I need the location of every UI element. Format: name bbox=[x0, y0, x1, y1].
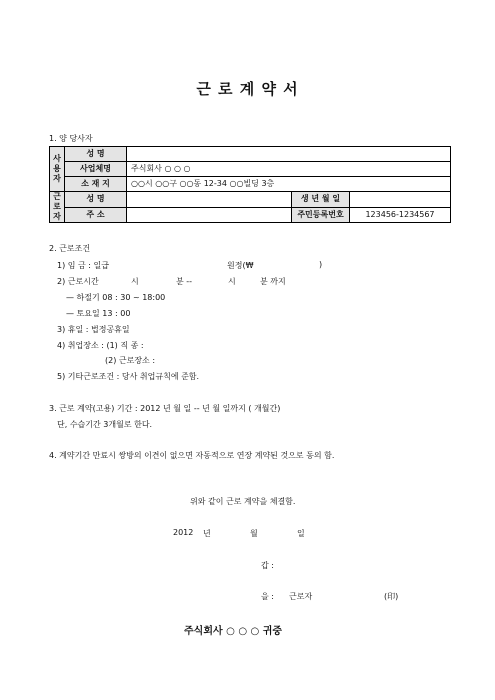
section-2-heading: 2. 근로조건 bbox=[49, 244, 91, 253]
month-unit: 월 bbox=[250, 529, 258, 538]
resident-number-field[interactable]: 123456-1234567 bbox=[350, 207, 451, 223]
wage-label: 1) 임 금 : 일급 bbox=[57, 261, 109, 270]
employee-address-label: 주 소 bbox=[65, 207, 127, 223]
workplace-job-type: 4) 취업장소 : (1) 직 종 : bbox=[57, 341, 144, 350]
employer-group-label: 사 용 자 bbox=[50, 147, 65, 192]
company-name-label: 사업체명 bbox=[65, 162, 127, 177]
company-location-label: 소 재 지 bbox=[65, 177, 127, 192]
agreement-statement: 위와 같이 근로 계약을 체결함. bbox=[190, 497, 296, 506]
birth-date-label: 생 년 월 일 bbox=[292, 192, 350, 208]
summer-hours: — 하절기 08 : 30 ~ 18:00 bbox=[66, 293, 166, 302]
contract-period: 3. 근로 계약(고용) 기간 : 2012 년 월 일 -- 년 월 일까지 ( 개월간) bbox=[49, 404, 281, 413]
company-name-field[interactable]: 주식회사 ○ ○ ○ bbox=[127, 162, 451, 177]
renewal-clause: 4. 계약기간 만료시 쌍방의 이견이 없으면 자동적으로 연장 계약된 것으로 동의 함. bbox=[49, 451, 335, 460]
section-1-heading: 1. 양 당사자 bbox=[49, 134, 93, 143]
day-unit: 일 bbox=[297, 529, 305, 538]
seal-mark: (印) bbox=[384, 592, 399, 601]
wage-amount-label: 원정(₩ bbox=[227, 261, 254, 270]
probation-period: 단, 수습기간 3개월로 한다. bbox=[57, 420, 153, 429]
year-unit: 년 bbox=[203, 529, 211, 538]
document-title: 근 로 계 약 서 bbox=[196, 80, 299, 98]
resident-number-label: 주민등록번호 bbox=[292, 207, 350, 223]
end-minute-unit: 분 까지 bbox=[260, 277, 286, 286]
work-hours-label: 2) 근로시간 bbox=[57, 277, 99, 286]
employee-name-label: 성 명 bbox=[65, 192, 127, 208]
worker-label: 근로자 bbox=[289, 592, 313, 601]
party-a-label: 갑 : bbox=[261, 561, 274, 570]
holiday-clause: 3) 휴일 : 법정공휴일 bbox=[57, 325, 130, 334]
saturday-hours: — 토요일 13 : 00 bbox=[66, 309, 131, 318]
end-hour-unit: 시 bbox=[228, 277, 236, 286]
wage-close-paren: ) bbox=[319, 260, 323, 269]
employer-name-field[interactable] bbox=[127, 147, 451, 162]
employee-address-field[interactable] bbox=[127, 207, 292, 223]
employer-name-label: 성 명 bbox=[65, 147, 127, 162]
other-conditions: 5) 기타근로조건 : 당사 취업규칙에 준함. bbox=[57, 372, 200, 381]
start-minute-unit: 분 -- bbox=[176, 277, 193, 286]
parties-table bbox=[49, 146, 451, 223]
birth-date-field[interactable] bbox=[350, 192, 451, 208]
addressee: 주식회사 ○ ○ ○ 귀중 bbox=[184, 626, 283, 637]
start-hour-unit: 시 bbox=[131, 277, 139, 286]
company-location-field[interactable]: ○○시 ○○구 ○○동 12-34 ○○빌딩 3층 bbox=[127, 177, 451, 192]
party-b-label: 을 : bbox=[261, 592, 274, 601]
workplace-location: (2) 근로장소 : bbox=[105, 356, 156, 365]
employee-group-label: 근 로 자 bbox=[50, 192, 65, 223]
employee-name-field[interactable] bbox=[127, 192, 292, 208]
signing-year: 2012 bbox=[173, 528, 194, 537]
